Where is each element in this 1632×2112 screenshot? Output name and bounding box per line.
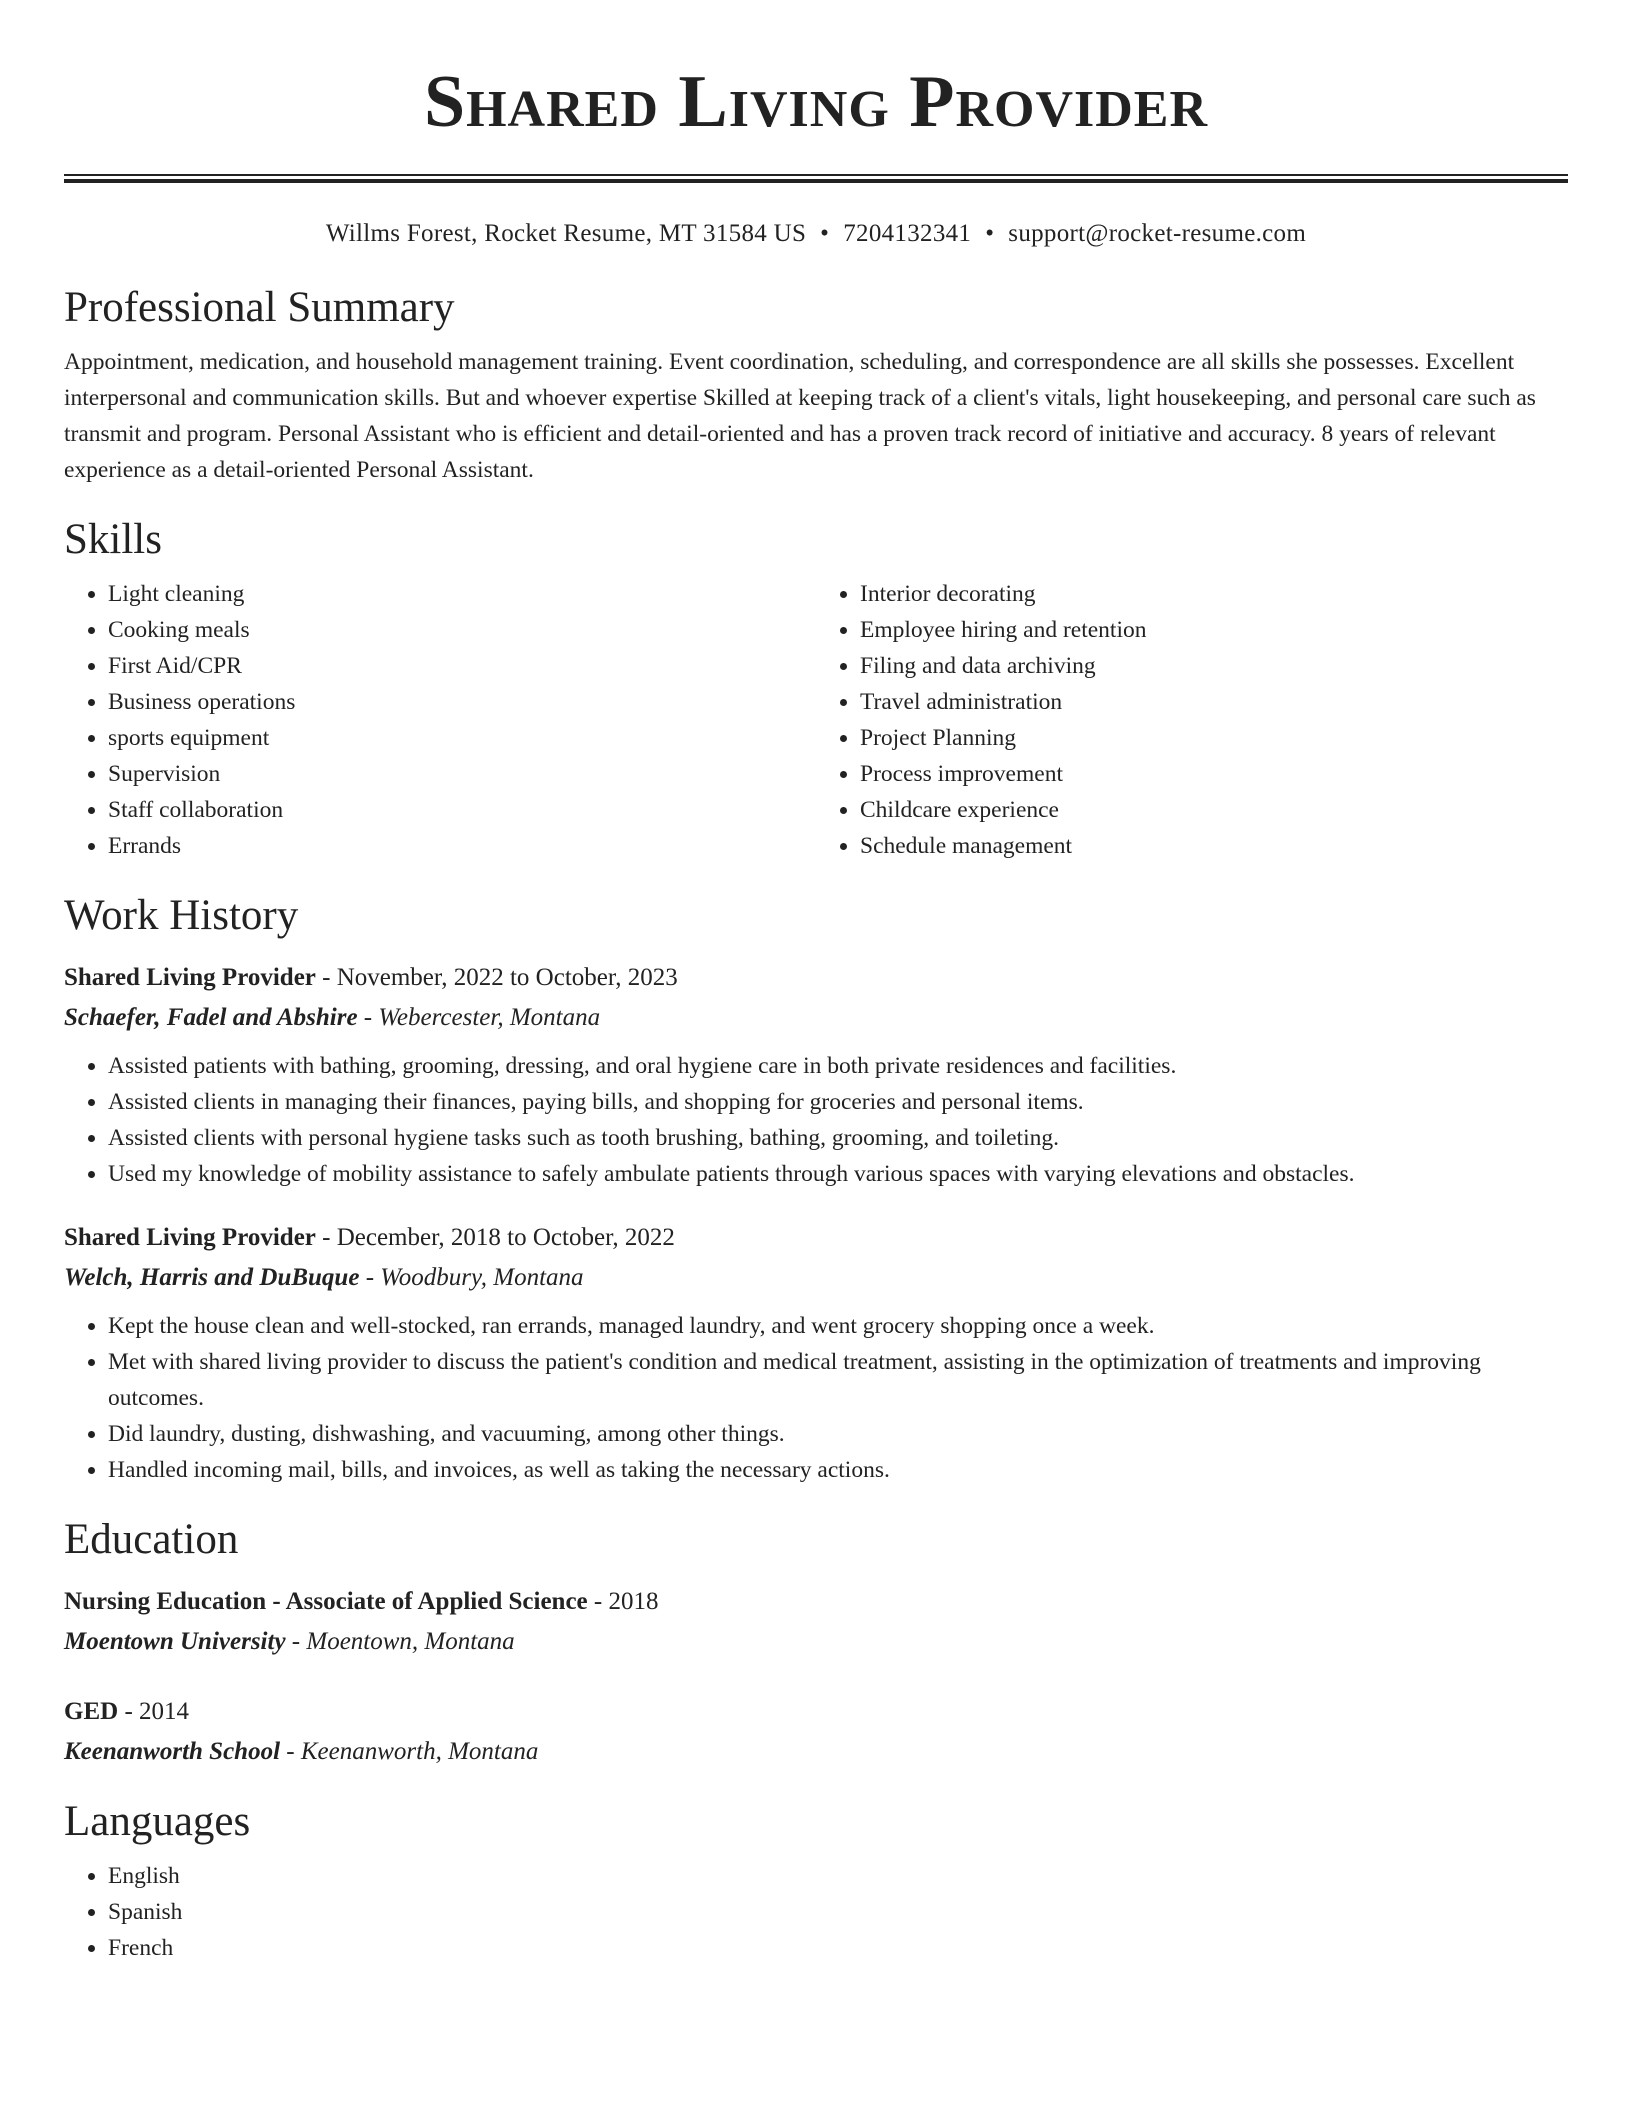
skill-item: • Staff collaboration [108, 792, 816, 828]
skills-column-left [64, 576, 816, 864]
job-bullet: • Used my knowledge of mobility assistance to safely ambulate patients through various spaces with varying elevations and obstacles. [108, 1156, 1568, 1192]
job-company: Welch, Harris and DuBuque [64, 1264, 360, 1291]
job-entry [64, 958, 1568, 1192]
contact-address: Willms Forest, Rocket Resume, MT 31584 US [325, 220, 807, 247]
job-dates: - December, 2018 to October, 2022 [315, 1224, 675, 1251]
job-location: - Webercester, Montana [357, 1004, 601, 1031]
summary-heading: Professional Summary [64, 284, 455, 331]
job-bullet: • Handled incoming mail, bills, and invoices, as well as taking the necessary actions. [108, 1452, 1568, 1488]
skill-item: • Filing and data archiving [860, 648, 1568, 684]
contact-separator: • [820, 220, 830, 247]
skill-item: • Process improvement [860, 756, 1568, 792]
skill-item: • Travel administration [860, 684, 1568, 720]
job-company: Schaefer, Fadel and Abshire [64, 1004, 358, 1031]
job-company-line [64, 998, 1568, 1038]
header-divider [64, 174, 1568, 183]
skill-item: • Employee hiring and retention [860, 612, 1568, 648]
education-degree-line [64, 1582, 1568, 1622]
education-school-line [64, 1622, 1568, 1662]
education-year: - 2018 [587, 1588, 659, 1615]
education-location: - Keenanworth, Montana [280, 1738, 539, 1765]
job-entry [64, 1218, 1568, 1488]
language-item: • French [108, 1930, 1568, 1966]
summary-text: Appointment, medication, and household management training. Event coordination, scheduling, and correspondence are all skills she possesses. Excellent interpersonal and communication skills. But and whoever expertise Skilled at keeping track of a client's vitals, light housekeeping, and personal care such as transmit and program. Personal Assistant who is efficient and detail-oriented and has a proven track record of initiative and accuracy. 8 years of relevant experience as a detail-oriented Personal Assistant. [64, 349, 1536, 483]
job-bullet: • Assisted clients with personal hygiene tasks such as tooth brushing, bathing, grooming, and toileting. [108, 1120, 1568, 1156]
skill-item: • First Aid/CPR [108, 648, 816, 684]
skill-item: • sports equipment [108, 720, 816, 756]
languages-list [64, 1858, 1568, 1966]
job-role: Shared Living Provider [64, 1224, 316, 1251]
job-role: Shared Living Provider [64, 964, 316, 991]
education-degree: GED [64, 1698, 119, 1725]
skill-item: • Schedule management [860, 828, 1568, 864]
skill-item: • Cooking meals [108, 612, 816, 648]
job-bullet: • Assisted patients with bathing, grooming, dressing, and oral hygiene care in both private residences and facilities. [108, 1048, 1568, 1084]
skill-item: • Project Planning [860, 720, 1568, 756]
skills-column-right [816, 576, 1568, 864]
work-history-heading: Work History [64, 892, 299, 939]
education-school-line [64, 1732, 1568, 1772]
skill-item: • Light cleaning [108, 576, 816, 612]
contact-email: support@rocket-resume.com [1008, 220, 1307, 247]
skill-item: • Interior decorating [860, 576, 1568, 612]
job-bullet: • Assisted clients in managing their finances, paying bills, and shopping for groceries and personal items. [108, 1084, 1568, 1120]
education-school: Keenanworth School [64, 1738, 281, 1765]
education-year: - 2014 [118, 1698, 190, 1725]
contact-line [64, 218, 1568, 250]
education-entry [64, 1692, 1568, 1772]
education-school: Moentown University [64, 1628, 286, 1655]
skills-list [64, 576, 1568, 864]
language-item: • English [108, 1858, 1568, 1894]
education-location: - Moentown, Montana [285, 1628, 515, 1655]
job-dates: - November, 2022 to October, 2023 [315, 964, 678, 991]
job-responsibilities [64, 1308, 1568, 1488]
skill-item: • Errands [108, 828, 816, 864]
skill-item: • Childcare experience [860, 792, 1568, 828]
education-degree-line [64, 1692, 1568, 1732]
skill-item: • Business operations [108, 684, 816, 720]
job-title-line [64, 1218, 1568, 1258]
languages-heading: Languages [64, 1798, 251, 1845]
skills-heading: Skills [64, 516, 162, 563]
job-company-line [64, 1258, 1568, 1298]
education-heading: Education [64, 1516, 239, 1563]
contact-separator: • [985, 220, 995, 247]
job-bullet: • Kept the house clean and well-stocked, ran errands, managed laundry, and went grocery shopping once a week. [108, 1308, 1568, 1344]
job-title-line [64, 958, 1568, 998]
job-responsibilities [64, 1048, 1568, 1192]
contact-phone: 7204132341 [843, 220, 972, 247]
job-bullet: • Did laundry, dusting, dishwashing, and vacuuming, among other things. [108, 1416, 1568, 1452]
education-degree: Nursing Education - Associate of Applied Science [64, 1588, 588, 1615]
language-item: • Spanish [108, 1894, 1568, 1930]
education-entry [64, 1582, 1568, 1662]
skill-item: • Supervision [108, 756, 816, 792]
job-bullet: • Met with shared living provider to discuss the patient's condition and medical treatment, assisting in the optimization of treatments and improving outcomes. [108, 1344, 1568, 1416]
candidate-name: Shared Living Provider [423, 61, 1209, 143]
job-location: - Woodbury, Montana [359, 1264, 584, 1291]
